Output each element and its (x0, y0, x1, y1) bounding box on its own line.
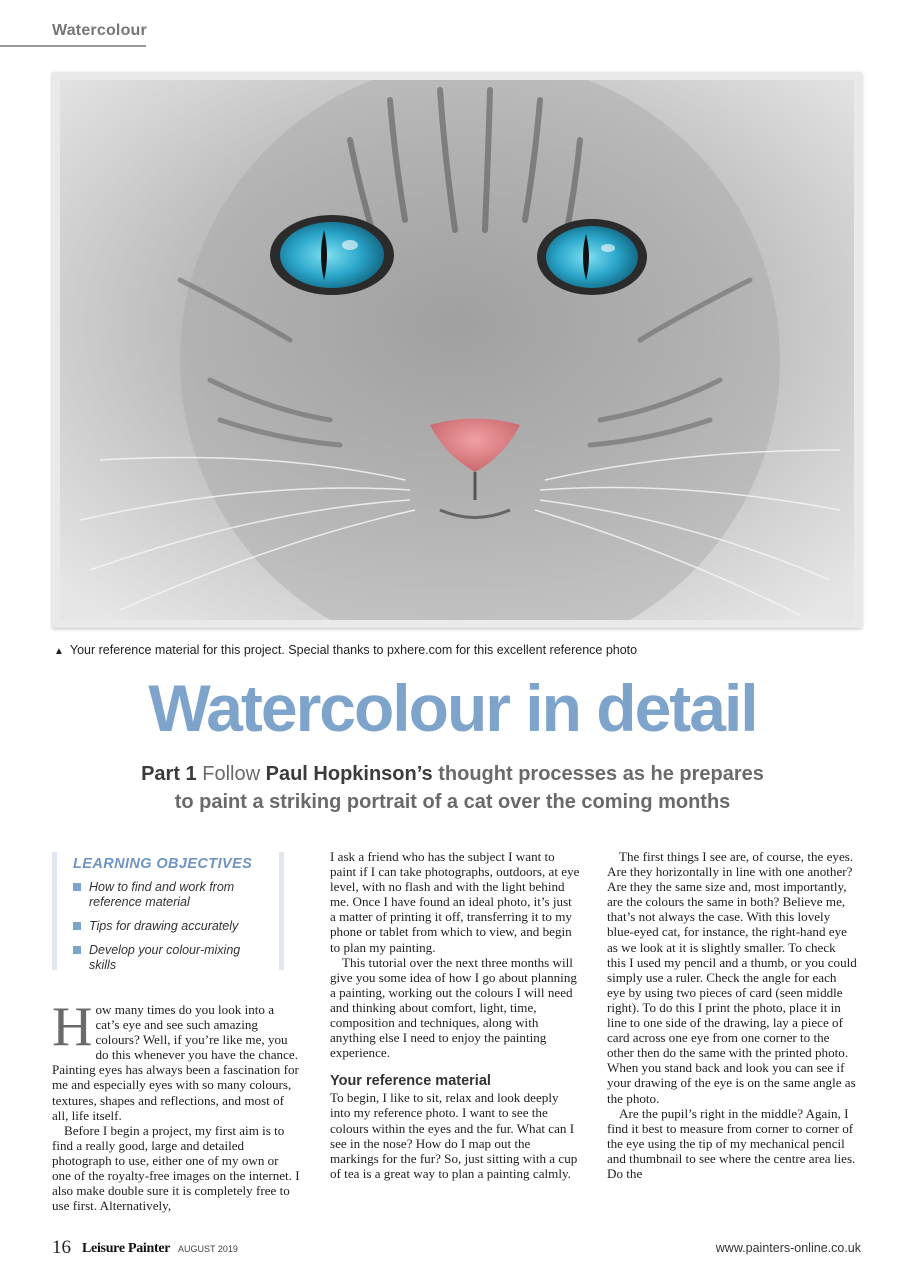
paragraph: To begin, I like to sit, relax and look deeply into my reference photo. I want to see the colours within the eyes and the fur. What can I see in the nose? How do I map out the markings for the fur? So, just sitting with a cup of tea is a great way to plan a painting calmly. (330, 1090, 578, 1181)
objective-item: Tips for drawing accurately (73, 919, 269, 934)
paragraph: The first things I see are, of course, the eyes. Are they horizontally in line with one another? Are they the same size and, most importantly, are the colours the same in both? Believe me, that’s not always the case. With this lovely blue-eyed cat, for instance, the right-hand eye as we look at it is slightly smaller. To check this I used my pencil and a thumb, or you could simply use a ruler. Check the angle for each eye by using two pieces of card (seen middle right). To do this I print the photo, place it in line to one side of the drawing, lay a piece of card across one eye from one corner to the other then do the same with the printed photo. When you stand back and look you can see if your drawing of the eye is on the same angle as the photo. (607, 849, 857, 1106)
issue-date: AUGUST 2019 (178, 1244, 238, 1254)
reference-photo-frame (52, 72, 862, 628)
author-name: Paul Hopkinson’s (265, 763, 433, 785)
section-rule (0, 45, 146, 47)
section-label: Watercolour (52, 22, 147, 39)
objectives-list (73, 880, 269, 982)
standfirst (100, 760, 805, 816)
learning-objectives-box (52, 852, 284, 970)
paragraph: This tutorial over the next three months will give you some idea of how I go about planning a painting, working out the colours I will need and thinking about comfort, light, time, composition and techniques, along with anything else I need to enjoy the painting experience. (330, 954, 577, 1061)
bullet-square-icon (73, 922, 81, 930)
objective-item: How to find and work from reference material (73, 880, 269, 910)
paragraph: Before I begin a project, my first aim is to find a really good, large and detailed photograph to use, either one of my own or one of the royalty-free images on the internet. I also make double sure it is completely free to use first. Alternatively, (52, 1122, 300, 1214)
article-headline: Watercolour in detail (148, 671, 757, 745)
article-column-3 (607, 849, 857, 1181)
photo-caption: ▲ Your reference material for this project. Special thanks to pxhere.com for this excellent reference photo (54, 643, 638, 657)
bullet-square-icon (73, 883, 81, 891)
subheading: Your reference material (330, 1073, 491, 1090)
drop-cap: H (52, 996, 93, 1058)
standfirst-follow: Follow (202, 763, 261, 785)
objectives-title: LEARNING OBJECTIVES (73, 856, 253, 872)
paragraph: Are the pupil’s right in the middle? Again, I find it best to measure from corner to corner of the eye using the tip of my mechanical pencil and thumbnail to see where the centre area lies. Do the (607, 1105, 856, 1181)
standfirst-line2: to paint a striking portrait of a cat over the coming months (174, 791, 731, 813)
objective-item: Develop your colour-mixing skills (73, 943, 269, 973)
page-number: 16 (52, 1237, 71, 1258)
magazine-name: Leisure Painter (82, 1241, 171, 1256)
part-label: Part 1 (141, 763, 197, 785)
website-url[interactable]: www.painters-online.co.uk (715, 1241, 861, 1255)
cat-reference-photo (60, 80, 854, 620)
caption-triangle-icon: ▲ (54, 646, 64, 657)
paragraph: I ask a friend who has the subject I want to paint if I can take photographs, outdoors, at eye level, with no flash and with the light behind me. Once I have found an ideal photo, it’s just a matter of printing it off, transferring it to my phone or tablet from which to view, and begin to plan my painting. (330, 849, 580, 955)
article-column-2 (330, 849, 580, 1181)
standfirst-line1: thought processes as he prepares (438, 763, 764, 785)
bullet-square-icon (73, 946, 81, 954)
article-column-1 (52, 996, 300, 1214)
paragraph: ow many times do you look into a cat’s eye and see such amazing colours? Well, if you’re like me, you do this whenever you have the chance. Painting eyes has always been a fascination for me and especially eyes with so many colours, textures, shapes and reflections, and most of all, life itself. (52, 1002, 299, 1123)
